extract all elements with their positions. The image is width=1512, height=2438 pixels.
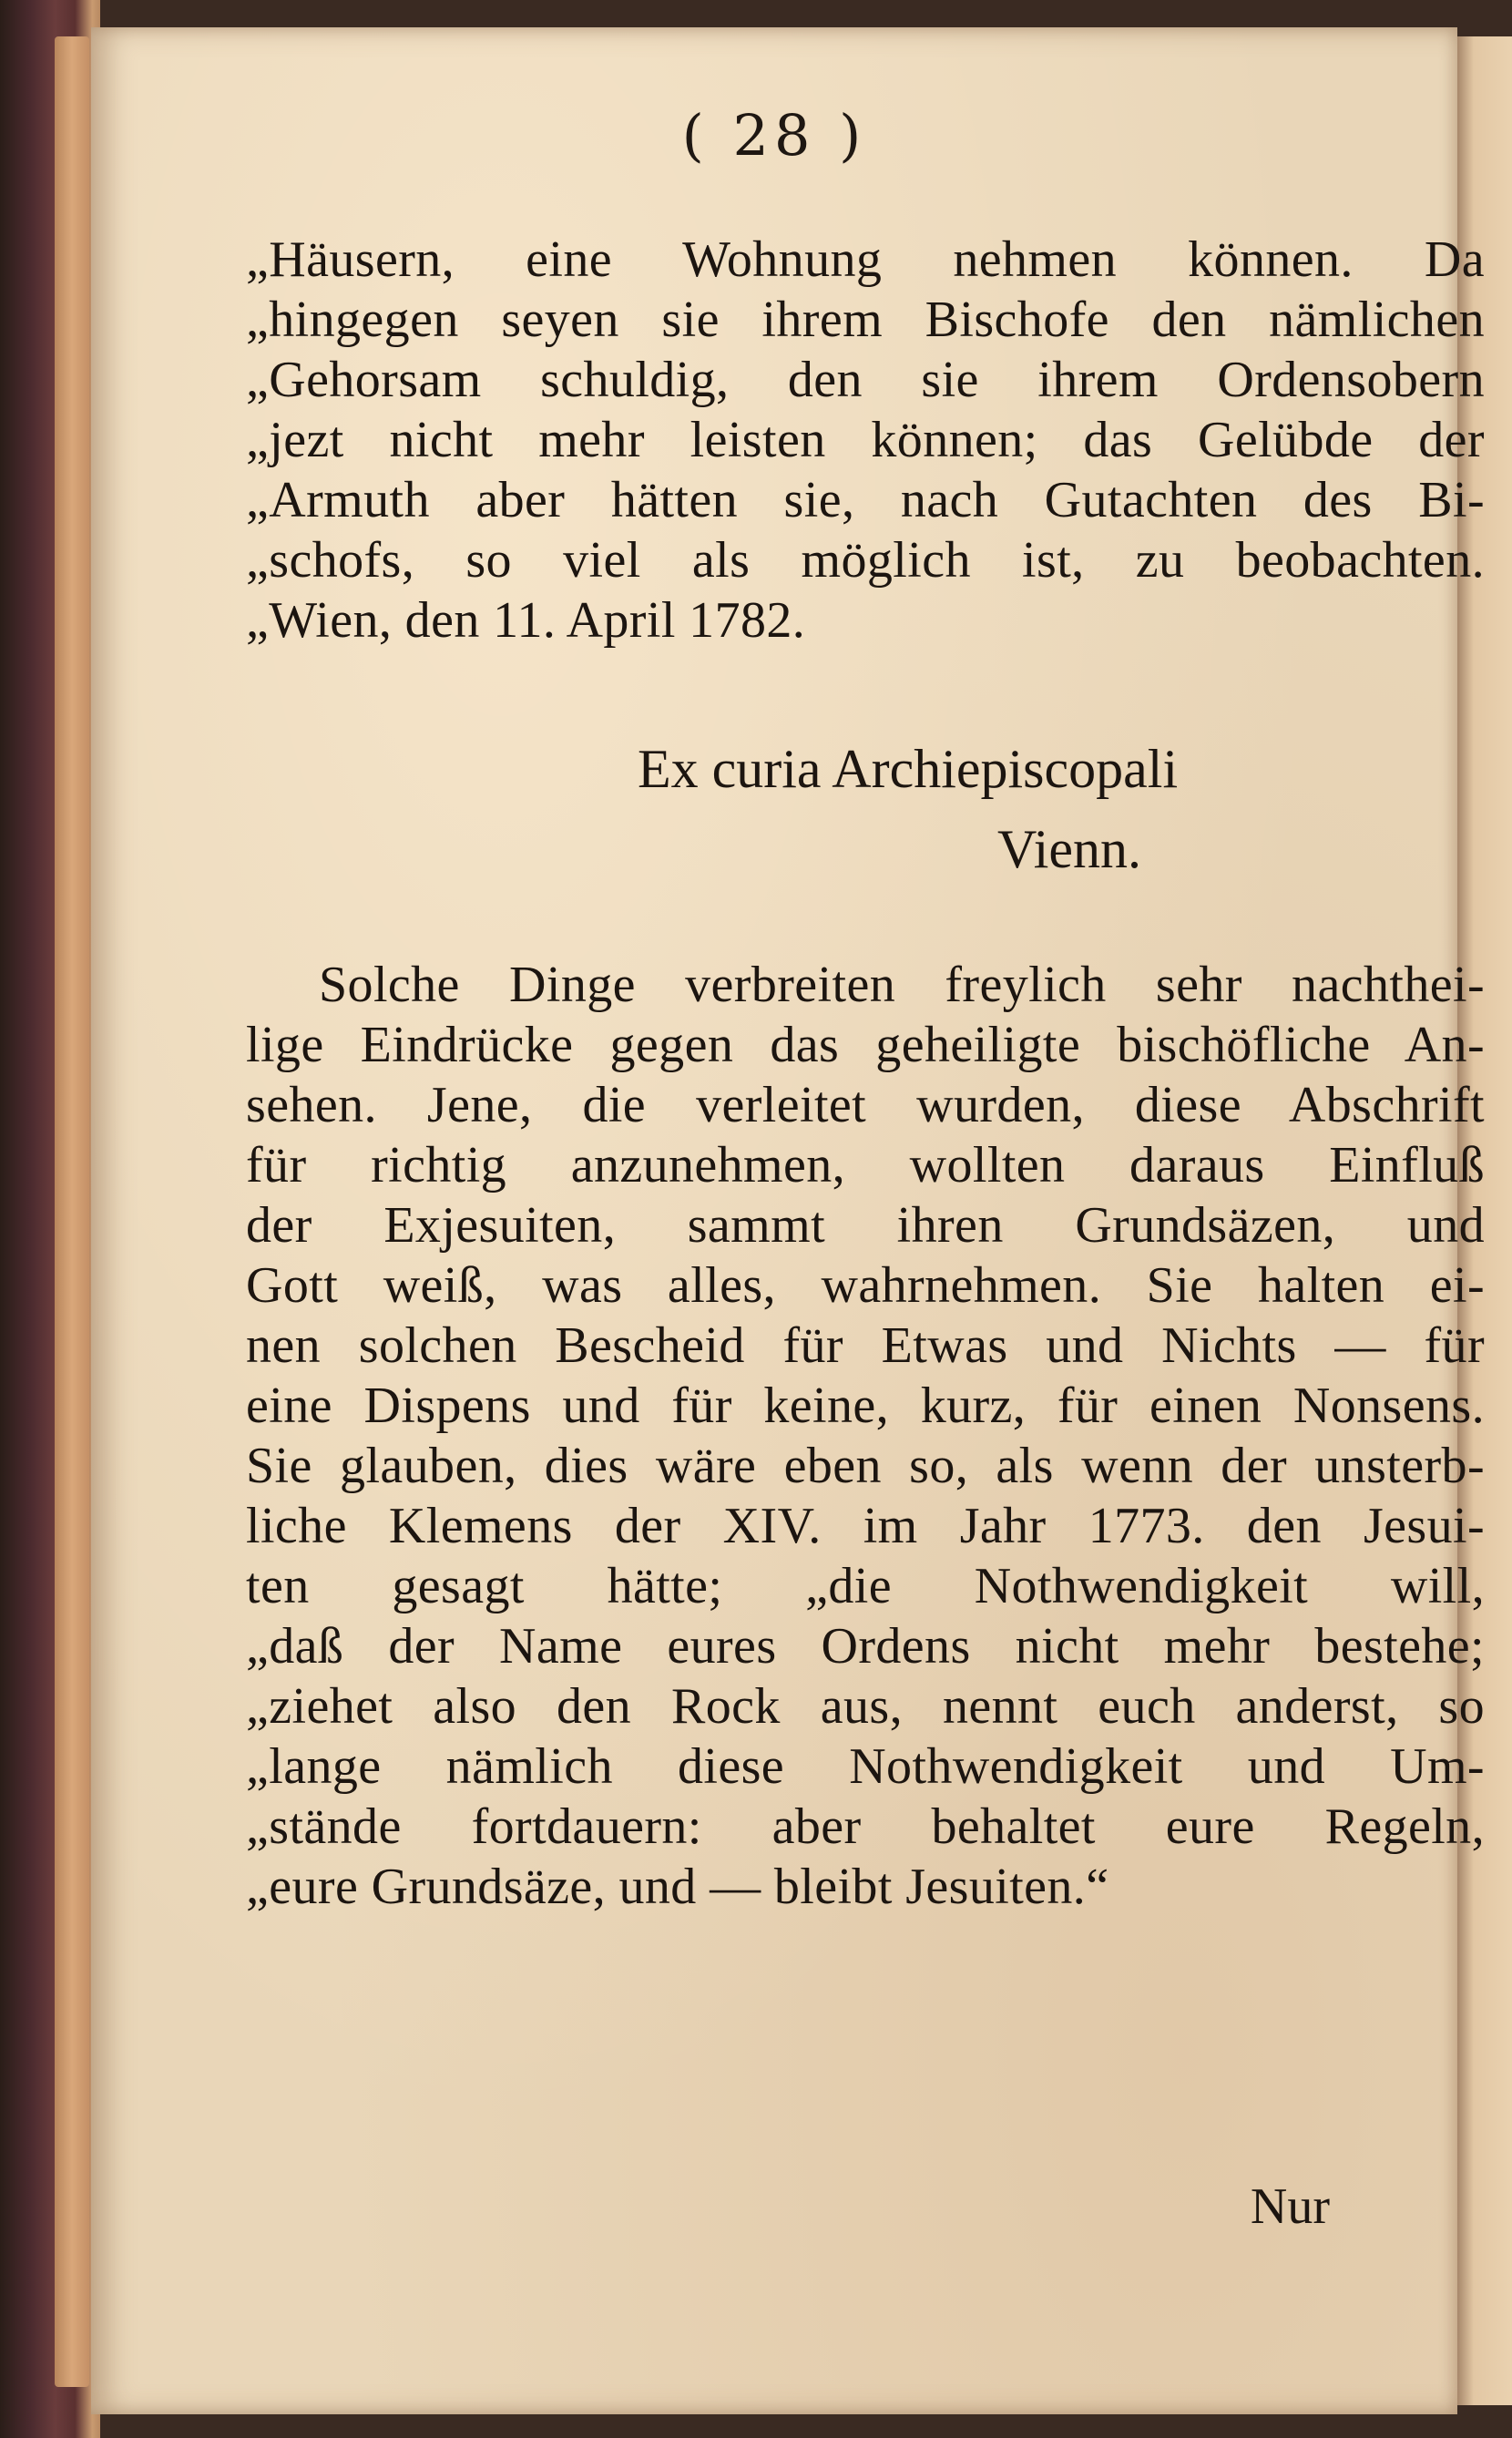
text-line: lige Eindrücke gegen das geheiligte bischöfliche An- bbox=[246, 1017, 1485, 1073]
text-line: „ziehet also den Rock aus, nennt euch anderst, so bbox=[246, 1678, 1485, 1735]
page-number: ( 28 ) bbox=[681, 102, 867, 169]
text-line: eine Dispens und für keine, kurz, für einen Nonsens. bbox=[246, 1378, 1485, 1434]
body-paragraph bbox=[246, 955, 1485, 1917]
quoted-decree bbox=[246, 230, 1485, 650]
text-line: Gott weiß, was alles, wahrnehmen. Sie halten ei- bbox=[246, 1257, 1485, 1314]
text-line: sehen. Jene, die verleitet wurden, diese Abschrift bbox=[246, 1077, 1485, 1133]
text-line: „Gehorsam schuldig, den sie ihrem Ordensobern bbox=[246, 352, 1485, 408]
text-line: „Armuth aber hätten sie, nach Gutachten des Bi- bbox=[246, 472, 1485, 528]
book-binding bbox=[0, 0, 100, 2438]
text-line: „eure Grundsäze, und — bleibt Jesuiten.“ bbox=[246, 1859, 1109, 1915]
text-line: „jezt nicht mehr leisten können; das Gelübde der bbox=[246, 412, 1485, 468]
text-line: „schofs, so viel als möglich ist, zu beobachten. bbox=[246, 532, 1485, 589]
text-line: Solche Dinge verbreiten freylich sehr nachthei- bbox=[319, 957, 1485, 1013]
text-line: „daß der Name eures Ordens nicht mehr bestehe; bbox=[246, 1618, 1485, 1675]
text-line: nen solchen Bescheid für Etwas und Nichts — für bbox=[246, 1317, 1485, 1374]
text-line: für richtig anzunehmen, wollten daraus Einfluß bbox=[246, 1137, 1485, 1193]
signature-place: Vienn. bbox=[997, 819, 1142, 879]
text-line: Sie glauben, dies wäre eben so, als wenn der unsterb- bbox=[246, 1438, 1485, 1494]
catchword: Nur bbox=[1250, 2178, 1330, 2235]
text-line: der Exjesuiten, sammt ihren Grundsäzen, und bbox=[246, 1197, 1485, 1254]
text-line: liche Klemens der XIV. im Jahr 1773. den Jesui- bbox=[246, 1498, 1485, 1554]
text-line: „Häusern, eine Wohnung nehmen können. Da bbox=[246, 231, 1485, 288]
text-line: „lange nämlich diese Nothwendigkeit und Um- bbox=[246, 1738, 1485, 1795]
text-line: „hingegen seyen sie ihrem Bischofe den nämlichen bbox=[246, 292, 1485, 348]
binding-edge bbox=[55, 36, 89, 2387]
text-line: ten gesagt hätte; „die Nothwendigkeit will, bbox=[246, 1558, 1485, 1614]
text-line: „stände fortdauern: aber behaltet eure Regeln, bbox=[246, 1798, 1485, 1855]
text-line: „Wien, den 11. April 1782. bbox=[246, 592, 806, 649]
signature-line: Ex curia Archiepiscopali bbox=[638, 739, 1179, 799]
book-page bbox=[91, 27, 1485, 2414]
